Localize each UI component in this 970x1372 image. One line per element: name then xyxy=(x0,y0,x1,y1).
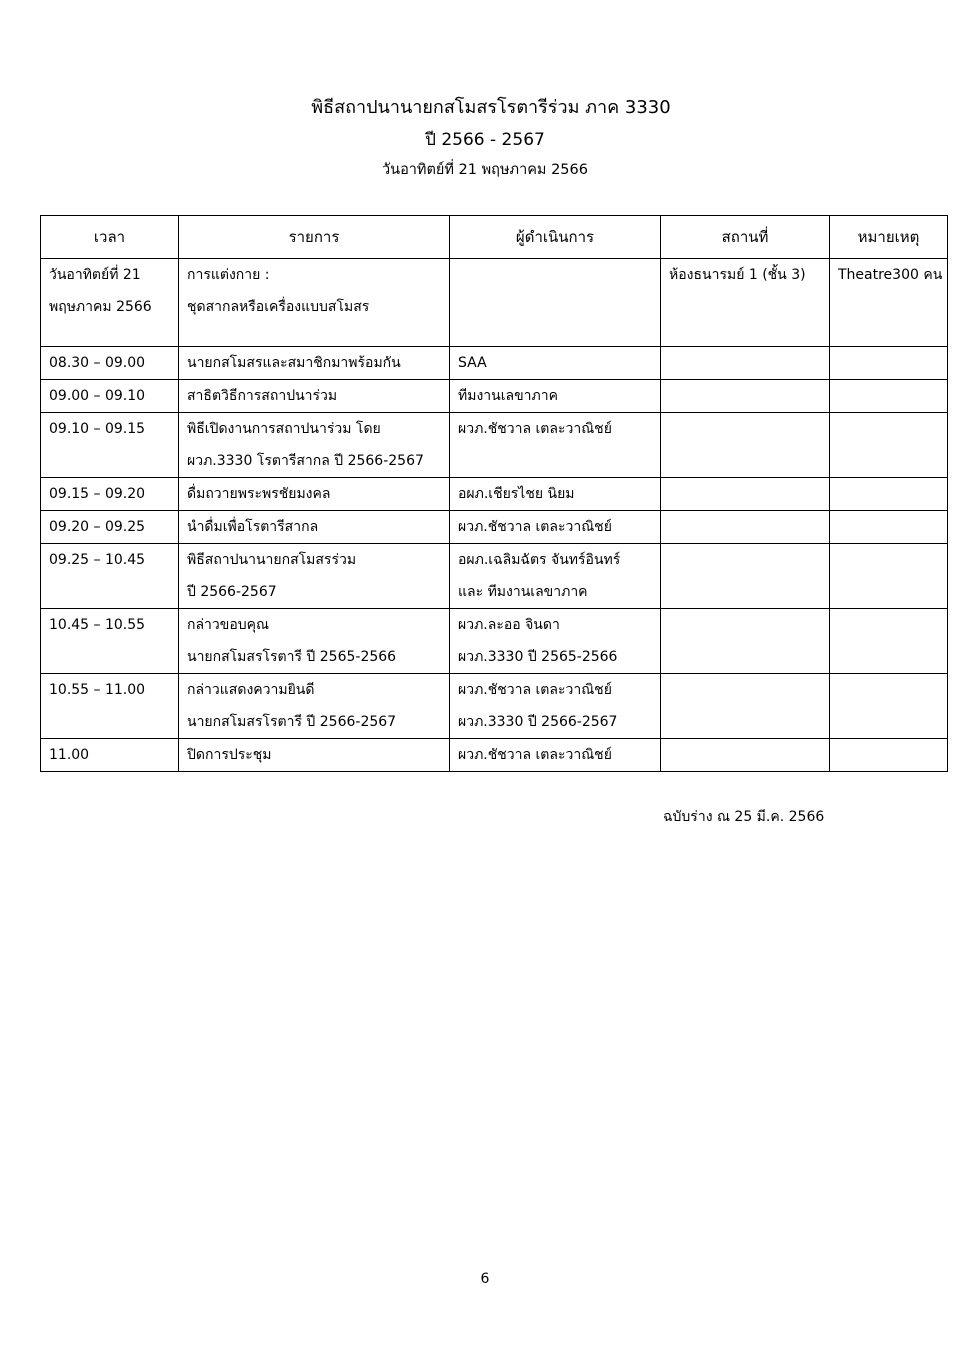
table-row xyxy=(41,674,948,739)
cell-venue xyxy=(661,511,830,544)
cell-item-line: ปี 2566-2567 xyxy=(187,584,277,600)
cell-time-line: 08.30 – 09.00 xyxy=(49,355,146,371)
cell-item-line: นายกสโมสรและสมาชิกมาพร้อมกัน xyxy=(187,355,401,371)
table-header-row xyxy=(41,216,948,259)
cell-time-line: พฤษภาคม 2566 xyxy=(49,299,152,315)
document-date: วันอาทิตย์ที่ 21 พฤษภาคม 2566 xyxy=(382,162,588,178)
cell-host xyxy=(450,380,661,413)
cell-venue xyxy=(661,259,830,347)
cell-host-line: ผวภ.ละออ จินดา xyxy=(458,617,560,633)
cell-item xyxy=(179,739,450,772)
cell-venue xyxy=(661,380,830,413)
header-note: หมายเหตุ xyxy=(830,216,948,259)
cell-host-line: อผภ.เชียรไชย นิยม xyxy=(458,486,575,502)
cell-host-line: SAA xyxy=(458,355,487,371)
cell-time-line: 10.55 – 11.00 xyxy=(49,682,146,698)
cell-item xyxy=(179,259,450,347)
cell-venue xyxy=(661,413,830,478)
cell-note xyxy=(830,478,948,511)
cell-item-line: ปิดการประชุม xyxy=(187,747,272,763)
cell-item-line: ผวภ.3330 โรตารีสากล ปี 2566-2567 xyxy=(187,453,424,469)
cell-host-line: ผวภ.ชัชวาล เตละวาณิชย์ xyxy=(458,421,612,437)
cell-note xyxy=(830,674,948,739)
cell-note-line: Theatre300 คน xyxy=(838,267,943,283)
cell-host xyxy=(450,609,661,674)
cell-time-line: 10.45 – 10.55 xyxy=(49,617,146,633)
cell-time-line: 09.10 – 09.15 xyxy=(49,421,146,437)
cell-item-line: กล่าวขอบคุณ xyxy=(187,617,269,633)
cell-item-line: นำดื่มเพื่อโรตารีสากล xyxy=(187,519,319,535)
cell-time xyxy=(41,739,179,772)
cell-venue xyxy=(661,347,830,380)
cell-item-line: พิธีเปิดงานการสถาปนาร่วม โดย xyxy=(187,421,381,437)
document-year-range: ปี 2566 - 2567 xyxy=(425,130,545,150)
cell-time xyxy=(41,609,179,674)
header-venue: สถานที่ xyxy=(661,216,830,259)
cell-item-line: พิธีสถาปนานายกสโมสรร่วม xyxy=(187,552,357,568)
table-row xyxy=(41,478,948,511)
cell-item xyxy=(179,674,450,739)
cell-host-line: อผภ.เฉลิมฉัตร จันทร์อินทร์ xyxy=(458,552,621,568)
cell-item xyxy=(179,380,450,413)
cell-item xyxy=(179,609,450,674)
cell-venue-line: ห้องธนารมย์ 1 (ชั้น 3) xyxy=(669,267,806,283)
cell-item-line: สาธิตวิธีการสถาปนาร่วม xyxy=(187,388,338,404)
document-header xyxy=(0,92,970,184)
cell-item-line: การแต่งกาย : xyxy=(187,267,270,283)
cell-time xyxy=(41,380,179,413)
cell-item-line: นายกสโมสรโรตารี ปี 2566-2567 xyxy=(187,714,397,730)
table-row xyxy=(41,259,948,347)
table-row xyxy=(41,544,948,609)
cell-host-line: ผวภ.ชัชวาล เตละวาณิชย์ xyxy=(458,682,612,698)
cell-host-line: ผวภ.3330 ปี 2566-2567 xyxy=(458,714,618,730)
table-row xyxy=(41,413,948,478)
draft-note: ฉบับร่าง ณ 25 มี.ค. 2566 xyxy=(663,809,825,825)
cell-item xyxy=(179,544,450,609)
cell-note xyxy=(830,609,948,674)
page-number: 6 xyxy=(480,1271,490,1287)
table-row xyxy=(41,609,948,674)
cell-time-line: 09.25 – 10.45 xyxy=(49,552,146,568)
document-title: พิธีสถาปนานายกสโมสรโรตารีร่วม ภาค 3330 xyxy=(311,97,671,118)
cell-note xyxy=(830,347,948,380)
schedule-body xyxy=(41,259,948,772)
cell-time xyxy=(41,259,179,347)
cell-time-line: 09.20 – 09.25 xyxy=(49,519,146,535)
cell-time-line: วันอาทิตย์ที่ 21 xyxy=(49,267,141,283)
cell-item-line: ชุดสากลหรือเครื่องแบบสโมสร xyxy=(187,299,370,315)
cell-note xyxy=(830,413,948,478)
cell-time xyxy=(41,413,179,478)
cell-item-line: กล่าวแสดงความยินดี xyxy=(187,682,315,698)
cell-venue xyxy=(661,478,830,511)
cell-item-line: นายกสโมสรโรตารี ปี 2565-2566 xyxy=(187,649,397,665)
cell-note xyxy=(830,511,948,544)
table-row xyxy=(41,347,948,380)
header-host: ผู้ดำเนินการ xyxy=(450,216,661,259)
cell-time-line: 11.00 xyxy=(49,747,90,763)
cell-host xyxy=(450,413,661,478)
cell-item xyxy=(179,347,450,380)
cell-time xyxy=(41,478,179,511)
cell-host-line: ผวภ.ชัชวาล เตละวาณิชย์ xyxy=(458,747,612,763)
cell-host-line: ผวภ.3330 ปี 2565-2566 xyxy=(458,649,618,665)
cell-host xyxy=(450,347,661,380)
cell-host xyxy=(450,259,661,347)
cell-host-line: ผวภ.ชัชวาล เตละวาณิชย์ xyxy=(458,519,612,535)
cell-host-line: และ ทีมงานเลขาภาค xyxy=(458,584,588,600)
schedule-table xyxy=(40,215,948,772)
table-row xyxy=(41,380,948,413)
cell-venue xyxy=(661,544,830,609)
cell-time xyxy=(41,511,179,544)
cell-host-line: ทีมงานเลขาภาค xyxy=(458,388,558,404)
header-time: เวลา xyxy=(41,216,179,259)
cell-host xyxy=(450,511,661,544)
cell-time xyxy=(41,674,179,739)
cell-time-line: 09.00 – 09.10 xyxy=(49,388,146,404)
cell-time xyxy=(41,544,179,609)
cell-note xyxy=(830,739,948,772)
cell-item xyxy=(179,413,450,478)
cell-venue xyxy=(661,739,830,772)
table-row xyxy=(41,739,948,772)
cell-host xyxy=(450,544,661,609)
cell-time-line: 09.15 – 09.20 xyxy=(49,486,146,502)
cell-host xyxy=(450,674,661,739)
cell-venue xyxy=(661,674,830,739)
cell-item xyxy=(179,478,450,511)
cell-item xyxy=(179,511,450,544)
table-row xyxy=(41,511,948,544)
cell-host xyxy=(450,739,661,772)
cell-note xyxy=(830,544,948,609)
cell-note xyxy=(830,259,948,347)
header-item: รายการ xyxy=(179,216,450,259)
cell-venue xyxy=(661,609,830,674)
cell-time xyxy=(41,347,179,380)
cell-item-line: ดื่มถวายพระพรชัยมงคล xyxy=(187,486,331,502)
cell-note xyxy=(830,380,948,413)
cell-host xyxy=(450,478,661,511)
